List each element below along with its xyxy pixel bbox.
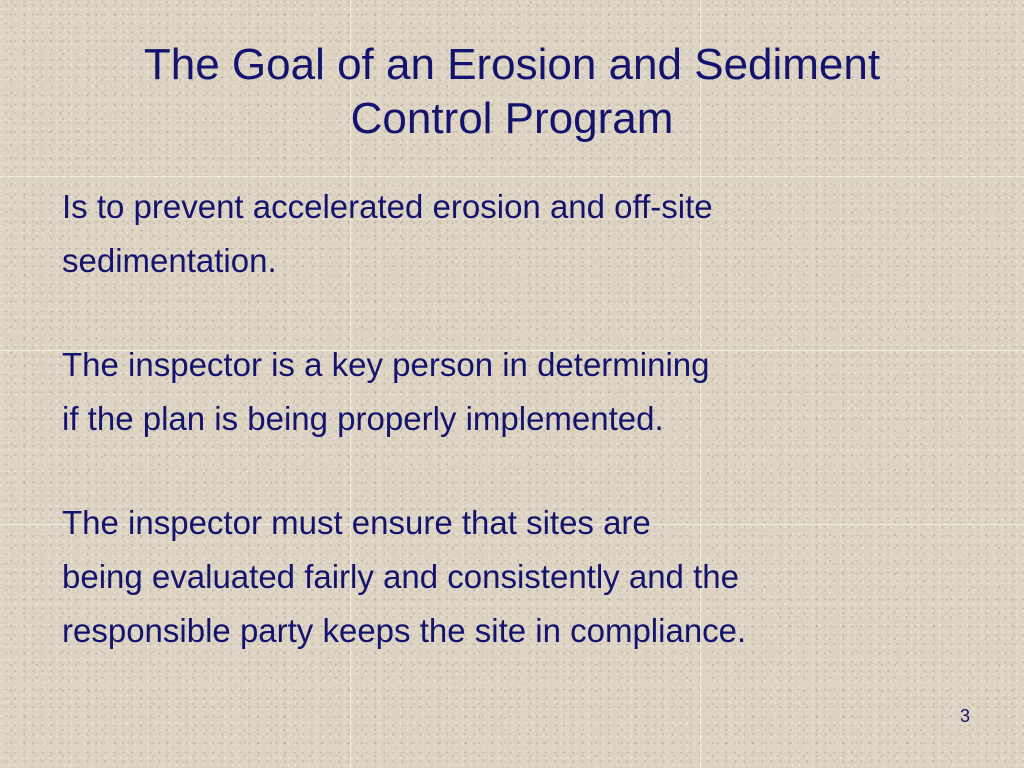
body-line: The inspector must ensure that sites are	[62, 504, 651, 541]
page-number: 3	[959, 706, 970, 726]
body-line: The inspector is a key person in determining	[62, 346, 710, 383]
slide-title	[40, 38, 984, 146]
body-line: being evaluated fairly and consistently and the	[62, 558, 739, 595]
slide-body	[62, 180, 982, 708]
background-grid-line	[0, 176, 1024, 177]
body-paragraph	[62, 496, 982, 658]
body-paragraph	[62, 338, 982, 446]
slide-title-line: Control Program	[350, 94, 674, 143]
body-paragraph	[62, 180, 982, 288]
body-line: sedimentation.	[62, 242, 277, 279]
body-line: if the plan is being properly implemented.	[62, 400, 664, 437]
body-line: Is to prevent accelerated erosion and off-site	[62, 188, 713, 225]
body-line: responsible party keeps the site in compliance.	[62, 612, 747, 649]
slide-title-line: The Goal of an Erosion and Sediment	[143, 40, 881, 89]
